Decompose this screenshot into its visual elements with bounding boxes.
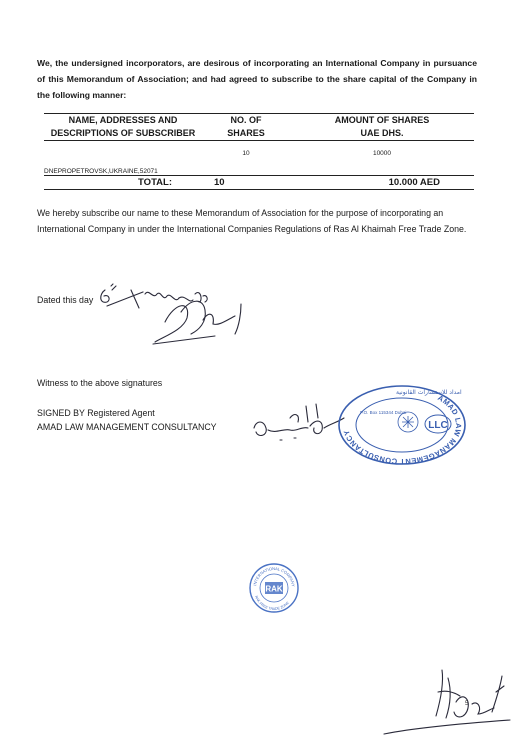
witness-text: Witness to the above signatures [37, 378, 163, 388]
agent-signature [250, 398, 350, 448]
row-name-cell [44, 141, 202, 166]
address-row [44, 165, 474, 176]
agent-stamp [336, 384, 468, 466]
header-amount: AMOUNT OF SHARES UAE DHS. [290, 114, 474, 141]
total-row [44, 176, 474, 190]
subscribe-paragraph: We hereby subscribe our name to these Memorandum of Association for the purpose of incorporating an International Company in under the International Companies Regulations of Ras Al Khaimah Free Trade Zone. [37, 208, 467, 234]
handwritten-date-signature [95, 280, 255, 350]
agent-name: AMAD LAW MANAGEMENT CONSULTANCY [37, 422, 217, 432]
signed-by-label: SIGNED BY Registered Agent [37, 408, 155, 418]
header-shares: NO. OF SHARES [202, 114, 290, 141]
stamp-llc: LLC [428, 420, 448, 431]
rak-ring-top: INTERNATIONAL COMPANY [252, 565, 296, 588]
table-header-row [44, 114, 474, 141]
stamp-center-text: P.O. Box 115344 Dubai [360, 410, 407, 415]
total-label: TOTAL: [44, 176, 202, 190]
rak-logo: RAK [265, 584, 283, 594]
total-amount: 10.000 AED [290, 176, 474, 190]
initials-signature [384, 662, 514, 738]
stamp-arabic-text: امداد للاستشارات القانونية [396, 389, 462, 396]
row-shares: 10 [242, 149, 250, 157]
rak-ring-bottom: RAK FREE TRADE ZONE [254, 595, 291, 612]
table-row [44, 141, 474, 166]
intro-paragraph: We, the undersigned incorporators, are desirous of incorporating an International Company in pursuance of this Memorandum of Association; and had agreed to subscribe to the share capital of the Company in the following manner: [37, 58, 477, 100]
total-shares: 10 [202, 176, 290, 190]
page-number: 5 [465, 701, 469, 707]
dated-label: Dated this day [37, 295, 94, 305]
header-name: NAME, ADDRESSES AND DESCRIPTIONS OF SUBSCRIBER [44, 114, 202, 141]
row-amount: 10000 [372, 149, 392, 157]
stamp-ring-text: AMAD LAW MANAGEMENT CONSULTANCY [341, 393, 464, 467]
signed-by-block [37, 406, 217, 434]
rak-stamp [248, 562, 300, 614]
subscriber-address: DNEPROPETROVSK,UKRAINE,52071 [44, 168, 158, 175]
subscriber-table [44, 113, 474, 190]
